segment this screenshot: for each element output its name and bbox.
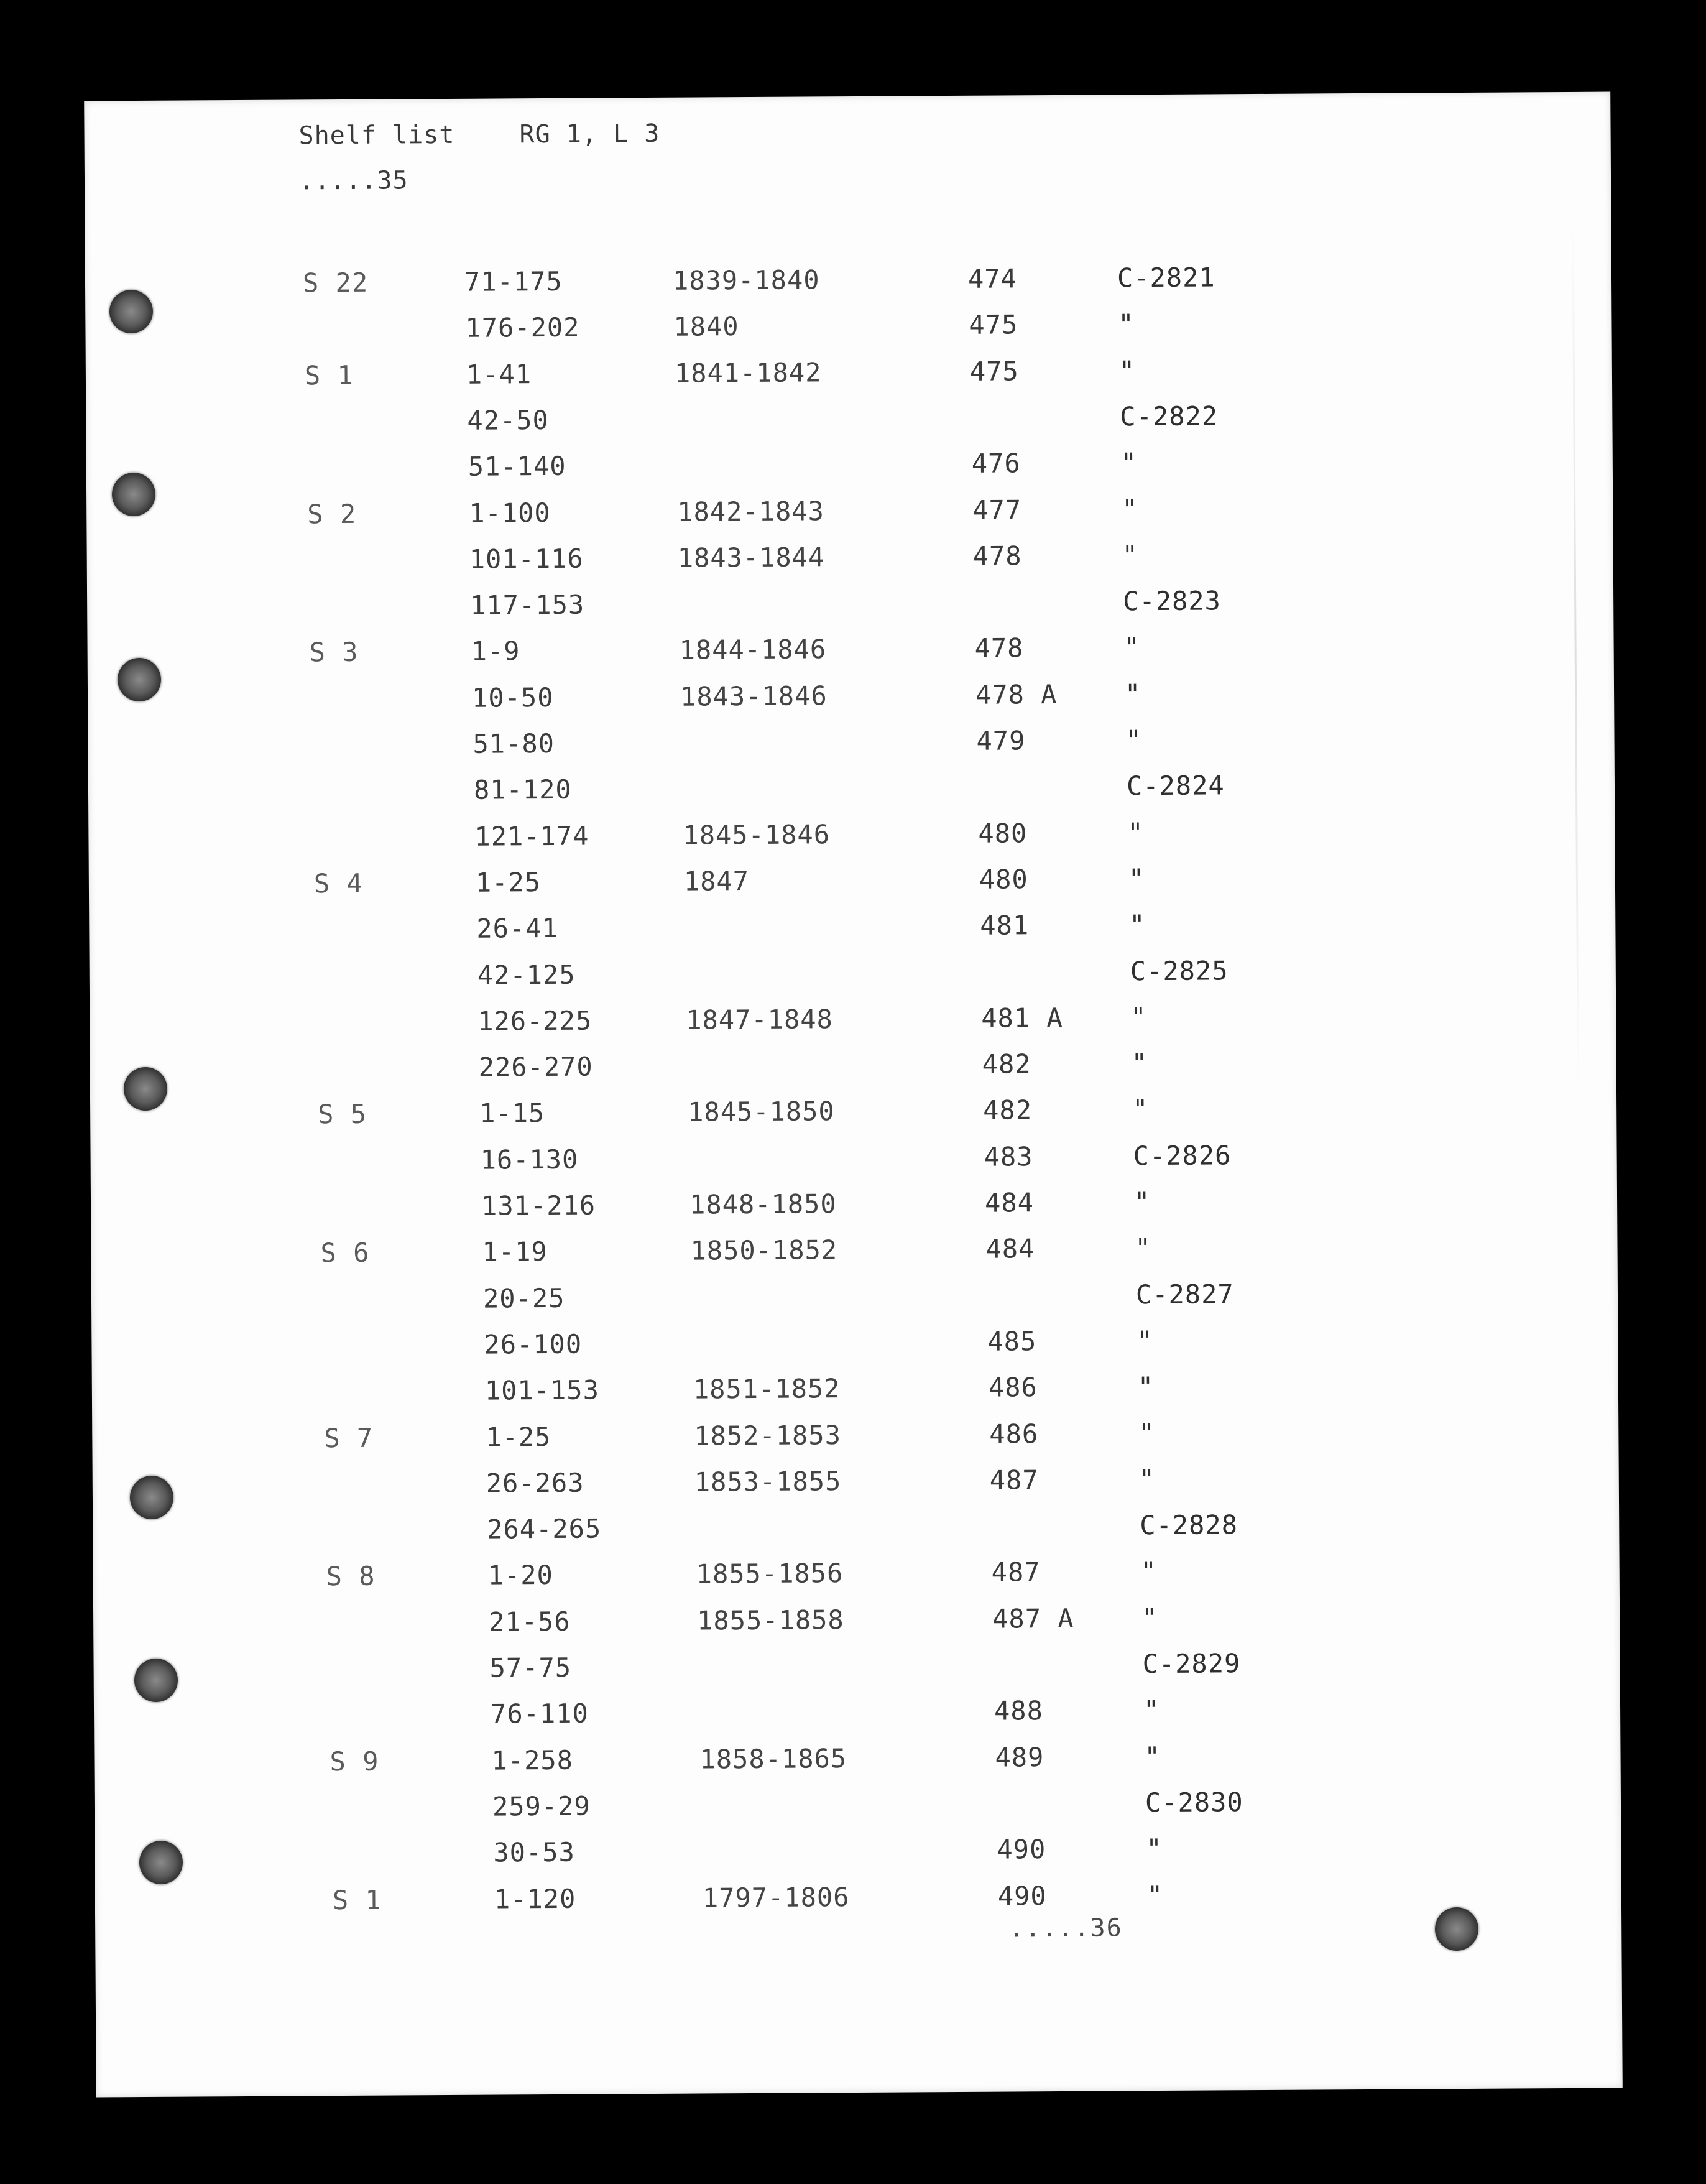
microfilm-reel-cell: C-2828: [1140, 1509, 1238, 1541]
item-range-cell: 101-116: [469, 543, 584, 575]
microfilm-reel-cell: ": [1137, 1325, 1153, 1356]
item-range-cell: 81-120: [473, 774, 572, 805]
series-cell: S 1: [304, 359, 354, 391]
volume-cell: 479: [976, 725, 1026, 756]
microfilm-reel-cell: ": [1133, 1187, 1151, 1218]
item-range-cell: 117-153: [470, 589, 585, 621]
series-cell: S 6: [320, 1237, 370, 1269]
volume-cell: 482: [982, 1048, 1031, 1080]
microfilm-reel-cell: C-2825: [1130, 955, 1229, 987]
series-cell: S 4: [313, 868, 363, 899]
volume-cell: 475: [969, 356, 1019, 387]
microfilm-reel-cell: ": [1140, 1556, 1158, 1587]
microfilm-reel-cell: ": [1129, 909, 1146, 940]
item-range-cell: 131-216: [481, 1190, 596, 1221]
volume-cell: 478: [974, 632, 1024, 664]
item-range-cell: 1-41: [466, 359, 532, 390]
microfilm-reel-cell: ": [1141, 1603, 1158, 1634]
microfilm-reel-cell: C-2824: [1126, 770, 1225, 802]
item-range-cell: 1-25: [475, 867, 542, 898]
volume-cell: 487 A: [992, 1603, 1074, 1634]
microfilm-reel-cell: C-2822: [1120, 400, 1219, 432]
years-cell: 1858-1865: [699, 1743, 847, 1775]
microfilm-reel-cell: C-2830: [1145, 1787, 1243, 1818]
volume-cell: 487: [989, 1464, 1039, 1496]
microfilm-reel-cell: ": [1123, 632, 1141, 663]
microfilm-reel-cell: ": [1146, 1833, 1163, 1864]
years-cell: 1855-1858: [697, 1604, 844, 1636]
volume-cell: 490: [997, 1881, 1047, 1912]
volume-cell: 485: [987, 1326, 1037, 1357]
item-range-cell: 42-50: [467, 404, 549, 436]
microfilm-reel-cell: ": [1144, 1741, 1161, 1772]
years-cell: 1853-1855: [694, 1466, 842, 1497]
punch-hole: [118, 658, 161, 701]
series-cell: S 1: [332, 1884, 382, 1916]
item-range-cell: 101-153: [484, 1374, 600, 1406]
microfilm-reel-cell: ": [1120, 447, 1138, 478]
years-cell: 1841-1842: [674, 357, 822, 389]
item-range-cell: 1-19: [482, 1236, 548, 1267]
item-range-cell: 20-25: [482, 1282, 565, 1314]
microfilm-reel-cell: ": [1131, 1048, 1148, 1079]
microfilm-reel-cell: ": [1138, 1464, 1156, 1495]
volume-cell: 478 A: [975, 678, 1058, 710]
volume-cell: 486: [988, 1372, 1038, 1403]
item-range-cell: 1-15: [479, 1098, 545, 1129]
years-cell: 1847: [683, 866, 750, 897]
years-cell: 1855-1856: [696, 1558, 844, 1589]
microfilm-reel-cell: ": [1122, 540, 1139, 571]
years-cell: 1839-1840: [672, 264, 820, 296]
series-cell: S 9: [330, 1746, 379, 1777]
previous-page-reference: .....35: [298, 166, 408, 196]
scan-artifact: [1572, 216, 1579, 1087]
volume-cell: 484: [985, 1233, 1035, 1264]
microfilm-reel-cell: ": [1124, 678, 1141, 710]
item-range-cell: 1-25: [486, 1421, 551, 1453]
volume-cell: 482: [983, 1094, 1033, 1126]
volume-cell: 478: [972, 540, 1022, 571]
volume-cell: 474: [967, 263, 1017, 294]
microfilm-reel-cell: ": [1138, 1418, 1155, 1449]
punch-hole: [109, 290, 153, 333]
years-cell: 1843-1844: [677, 542, 825, 573]
item-range-cell: 26-100: [484, 1328, 583, 1360]
years-cell: 1852-1853: [694, 1420, 842, 1451]
item-range-cell: 30-53: [493, 1836, 576, 1868]
microfilm-reel-cell: ": [1130, 1002, 1147, 1033]
microfilm-reel-cell: C-2823: [1123, 585, 1222, 617]
years-cell: 1842-1843: [677, 496, 824, 527]
years-cell: 1848-1850: [689, 1188, 837, 1220]
microfilm-reel-cell: ": [1118, 308, 1135, 340]
years-cell: 1797-1806: [702, 1882, 850, 1913]
item-range-cell: 1-9: [471, 636, 520, 667]
series-cell: S 3: [309, 636, 359, 668]
record-group-label: RG 1, L 3: [519, 119, 660, 149]
next-page-reference: .....36: [1009, 1913, 1123, 1943]
item-range-cell: 126-225: [477, 1005, 592, 1037]
microfilm-reel-cell: ": [1146, 1879, 1164, 1911]
microfilm-reel-cell: ": [1128, 863, 1145, 894]
volume-cell: 477: [972, 494, 1022, 525]
item-range-cell: 16-130: [480, 1144, 579, 1175]
series-cell: S 2: [307, 498, 357, 530]
volume-cell: 488: [994, 1695, 1044, 1726]
volume-cell: 481 A: [981, 1002, 1063, 1034]
punch-hole: [124, 1067, 167, 1111]
item-range-cell: 26-263: [486, 1467, 584, 1499]
years-cell: 1843-1846: [680, 680, 828, 712]
years-cell: 1845-1850: [688, 1096, 835, 1127]
years-cell: 1840: [673, 311, 739, 342]
microfilm-reel-cell: ": [1127, 817, 1144, 848]
item-range-cell: 42-125: [477, 959, 576, 991]
item-range-cell: 10-50: [471, 682, 554, 713]
series-cell: S 5: [318, 1098, 367, 1130]
volume-cell: 476: [971, 448, 1021, 479]
series-cell: S 7: [324, 1422, 374, 1454]
volume-cell: 484: [984, 1187, 1035, 1218]
punch-hole: [130, 1476, 173, 1519]
item-range-cell: 1-258: [491, 1744, 574, 1776]
volume-cell: 483: [984, 1141, 1033, 1172]
microfilm-reel-cell: C-2829: [1142, 1648, 1241, 1680]
microfilm-reel-cell: ": [1137, 1371, 1155, 1402]
item-range-cell: 76-110: [490, 1698, 589, 1729]
series-cell: S 8: [326, 1560, 376, 1592]
item-range-cell: 226-270: [478, 1051, 593, 1083]
microfilm-reel-cell: ": [1135, 1233, 1151, 1264]
item-range-cell: 1-20: [487, 1559, 554, 1591]
microfilm-reel-cell: C-2827: [1135, 1279, 1234, 1310]
volume-cell: 480: [978, 818, 1028, 849]
item-range-cell: 51-140: [468, 450, 566, 482]
microfilm-reel-cell: C-2821: [1117, 262, 1215, 294]
volume-cell: 489: [995, 1742, 1044, 1773]
shelf-list-title: Shelf list: [298, 120, 455, 150]
volume-cell: 490: [997, 1834, 1046, 1865]
volume-cell: 481: [980, 910, 1030, 941]
item-range-cell: 71-175: [464, 266, 563, 297]
years-cell: 1845-1846: [683, 819, 831, 851]
punch-hole: [139, 1841, 183, 1884]
item-range-cell: 21-56: [489, 1606, 571, 1637]
punch-hole: [1435, 1907, 1478, 1951]
years-cell: 1850-1852: [690, 1234, 838, 1266]
volume-cell: 475: [969, 309, 1018, 340]
document-page: [84, 92, 1623, 2098]
years-cell: 1851-1852: [693, 1373, 841, 1405]
microfilm-reel-cell: ": [1132, 1094, 1149, 1125]
series-cell: S 22: [302, 267, 369, 298]
item-range-cell: 1-100: [469, 497, 551, 529]
volume-cell: 487: [991, 1557, 1041, 1588]
years-cell: 1847-1848: [686, 1004, 833, 1035]
item-range-cell: 121-174: [474, 820, 589, 852]
punch-hole: [134, 1659, 178, 1702]
microfilm-reel-cell: C-2826: [1133, 1140, 1232, 1172]
item-range-cell: 1-120: [494, 1883, 576, 1915]
item-range-cell: 264-265: [487, 1513, 602, 1545]
years-cell: 1844-1846: [679, 634, 827, 665]
microfilm-reel-cell: ": [1125, 724, 1142, 756]
item-range-cell: 26-41: [476, 912, 558, 944]
volume-cell: 480: [979, 864, 1028, 895]
item-range-cell: 259-29: [492, 1790, 591, 1822]
microfilm-reel-cell: ": [1118, 355, 1136, 386]
microfilm-reel-cell: ": [1122, 494, 1138, 525]
microfilm-reel-cell: ": [1143, 1695, 1160, 1726]
item-range-cell: 57-75: [489, 1652, 572, 1683]
punch-hole: [112, 473, 155, 516]
item-range-cell: 51-80: [473, 728, 555, 759]
item-range-cell: 176-202: [465, 312, 580, 343]
volume-cell: 486: [989, 1418, 1039, 1450]
